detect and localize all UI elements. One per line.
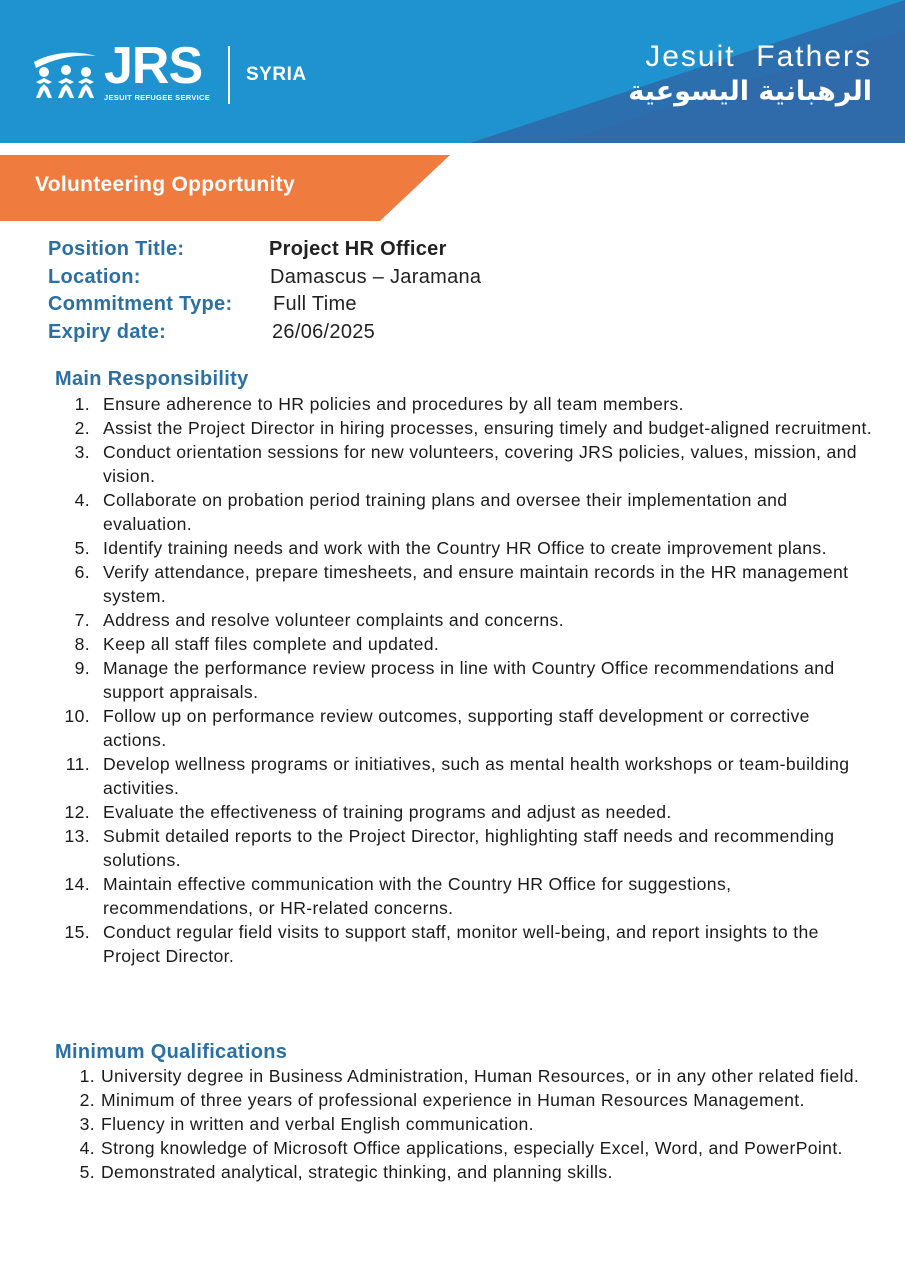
item-number: 14. (64, 874, 90, 894)
item-text: Ensure adherence to HR policies and procedures by all team members. (103, 394, 684, 414)
item-number: 2. (74, 418, 90, 438)
item-text: Verify attendance, prepare timesheets, and ensure maintain records in the HR management system. (103, 562, 849, 606)
logo-wordmark: JRS (104, 37, 203, 95)
item-text: Address and resolve volunteer complaints and concerns. (103, 610, 564, 630)
item-text: Minimum of three years of professional experience in Human Resources Management. (101, 1090, 805, 1110)
item-number: 5. (79, 1162, 95, 1182)
item-number: 1. (79, 1066, 95, 1086)
position-title-value: Project HR Officer (269, 238, 447, 260)
list-item (0, 608, 880, 632)
qualifications-heading: Minimum Qualifications (55, 1041, 288, 1063)
item-number: 4. (79, 1138, 95, 1158)
item-text: Follow up on performance review outcomes, supporting staff development or corrective actions. (103, 706, 810, 750)
item-number: 3. (79, 1114, 95, 1134)
item-text: Assist the Project Director in hiring processes, ensuring timely and budget-aligned recruitment. (103, 418, 872, 438)
item-number: 6. (74, 562, 90, 582)
item-number: 1. (74, 394, 90, 414)
refugee-figures-icon (32, 48, 98, 100)
list-item (0, 1136, 880, 1160)
list-item (0, 1088, 880, 1112)
item-text: Submit detailed reports to the Project Director, highlighting staff needs and recommending solutions. (103, 826, 835, 870)
commitment-type-label: Commitment Type: (48, 293, 233, 315)
item-text: Strong knowledge of Microsoft Office applications, especially Excel, Word, and PowerPoint. (101, 1138, 843, 1158)
item-text: Develop wellness programs or initiatives, such as mental health workshops or team-building activities. (103, 754, 850, 798)
item-number: 5. (74, 538, 90, 558)
org-name-english: Jesuit Fathers (645, 40, 872, 73)
list-item (0, 392, 880, 416)
item-number: 10. (64, 706, 90, 726)
item-number: 15. (64, 922, 90, 942)
responsibilities-heading: Main Responsibility (55, 368, 249, 390)
header-band (0, 0, 905, 143)
list-item (0, 824, 880, 872)
list-item (0, 560, 880, 608)
list-item (0, 1112, 880, 1136)
list-item (0, 800, 880, 824)
item-text: University degree in Business Administration, Human Resources, or in any other related field. (101, 1066, 860, 1086)
location-value: Damascus – Jaramana (270, 265, 482, 288)
item-number: 8. (74, 634, 90, 654)
position-title-label: Position Title: (48, 238, 185, 260)
item-text: Keep all staff files complete and updated. (103, 634, 440, 654)
item-text: Fluency in written and verbal English communication. (101, 1114, 534, 1134)
list-item (0, 704, 880, 752)
item-number: 9. (74, 658, 90, 678)
expiry-date-label: Expiry date: (48, 320, 167, 343)
list-item (0, 440, 880, 488)
item-text: Collaborate on probation period training plans and oversee their implementation and evaluation. (103, 490, 788, 534)
item-number: 2. (79, 1090, 95, 1110)
location-label: Location: (48, 265, 141, 288)
list-item (0, 1160, 880, 1184)
item-number: 7. (74, 610, 90, 630)
country-label: SYRIA (246, 64, 307, 85)
commitment-type-value: Full Time (273, 293, 357, 315)
item-text: Manage the performance review process in line with Country Office recommendations and support appraisals. (103, 658, 835, 702)
item-number: 3. (74, 442, 90, 462)
list-item (0, 872, 880, 920)
list-item (0, 488, 880, 536)
logo-subtitle: JESUIT REFUGEE SERVICE (104, 93, 211, 102)
item-number: 11. (65, 754, 90, 774)
banner-title: Volunteering Opportunity (35, 173, 295, 196)
item-text: Demonstrated analytical, strategic thinking, and planning skills. (101, 1162, 613, 1182)
item-number: 12. (64, 802, 90, 822)
list-item (0, 656, 880, 704)
list-item (0, 536, 880, 560)
item-text: Conduct regular field visits to support staff, monitor well-being, and report insights to the Project Director. (103, 922, 819, 966)
item-number: 13. (64, 826, 90, 846)
list-item (0, 752, 880, 800)
item-text: Identify training needs and work with the Country HR Office to create improvement plans. (103, 538, 827, 558)
logo-divider (228, 46, 230, 104)
expiry-date-value: 26/06/2025 (272, 320, 376, 343)
org-name-arabic: الرهبانية اليسوعية (628, 76, 872, 107)
list-item (0, 1064, 880, 1088)
item-text: Conduct orientation sessions for new volunteers, covering JRS policies, values, mission, and vision. (103, 442, 857, 486)
item-text: Evaluate the effectiveness of training programs and adjust as needed. (103, 802, 672, 822)
list-item (0, 416, 880, 440)
responsibilities-list (0, 392, 880, 968)
item-number: 4. (74, 490, 90, 510)
list-item (0, 920, 880, 968)
item-text: Maintain effective communication with the Country HR Office for suggestions, recommendations, or HR-related concerns. (103, 874, 732, 918)
jrs-logo (32, 37, 332, 108)
list-item (0, 632, 880, 656)
qualifications-list (0, 1064, 880, 1184)
